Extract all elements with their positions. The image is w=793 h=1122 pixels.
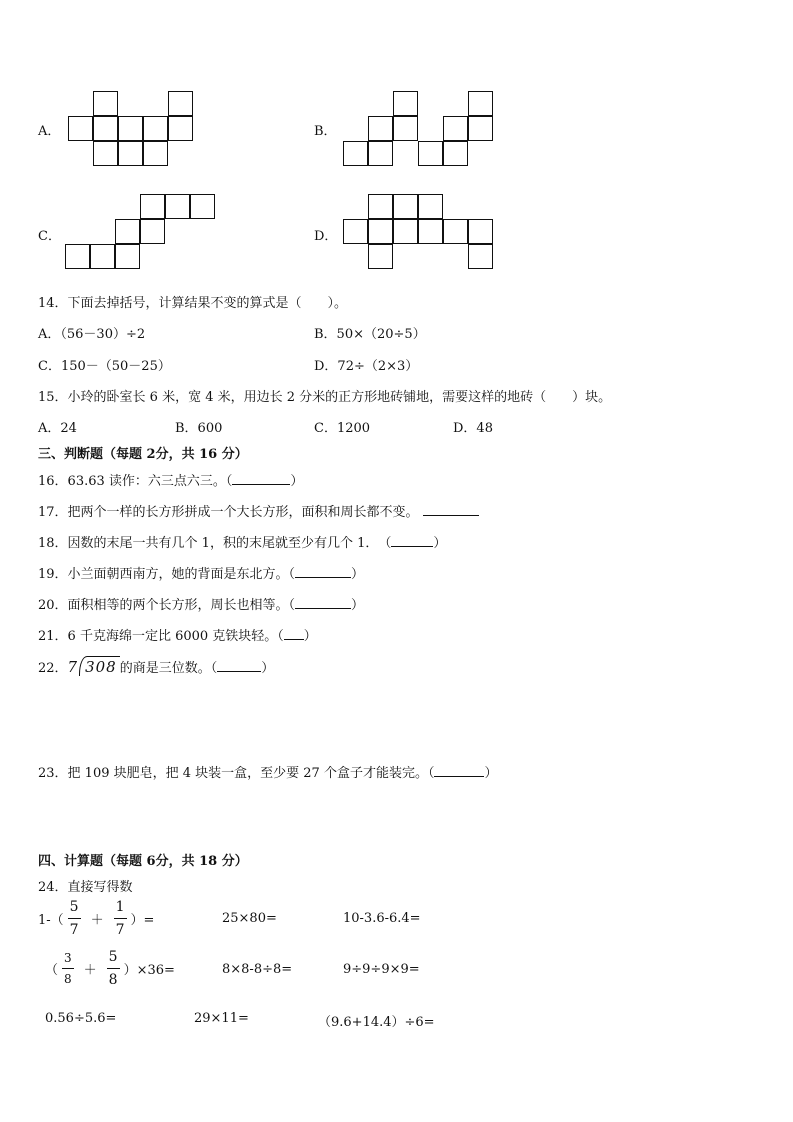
fraction <box>107 950 120 987</box>
long-division-expression <box>68 656 120 676</box>
q15-option-a: A．24 <box>38 421 77 436</box>
denominator: 7 <box>68 918 81 937</box>
calc-row3-expr1: 0.56÷5.6= <box>45 1011 117 1026</box>
net-cell <box>443 219 468 244</box>
q20-answer-blank[interactable] <box>295 596 351 609</box>
q23-end: ） <box>484 766 498 781</box>
net-cell <box>115 244 140 269</box>
calc-row2-expr1 <box>45 950 175 987</box>
q24-title: 24．直接写得数 <box>38 880 133 895</box>
net-cell <box>368 194 393 219</box>
numerator: 5 <box>69 899 79 915</box>
net-cell <box>115 219 140 244</box>
net-cell <box>93 91 118 116</box>
numerator: 3 <box>64 951 72 965</box>
net-cell <box>143 116 168 141</box>
net-cell <box>143 141 168 166</box>
denominator: 8 <box>62 968 74 985</box>
net-cell <box>118 141 143 166</box>
net-cell <box>118 116 143 141</box>
net-cell <box>165 194 190 219</box>
q22-prefix: 22． <box>38 661 68 676</box>
q23 <box>38 762 497 781</box>
q22-end: ） <box>261 661 275 676</box>
net-cell <box>65 244 90 269</box>
fraction <box>68 900 81 937</box>
q15-option-c: C．1200 <box>314 421 371 436</box>
net-cell <box>368 219 393 244</box>
net-cell <box>418 219 443 244</box>
q21 <box>38 625 317 644</box>
q23-answer-blank[interactable] <box>434 764 484 777</box>
q20-text: 20．面积相等的两个长方形，周长也相等。（ <box>38 598 296 613</box>
denominator: 8 <box>107 968 120 987</box>
net-cell <box>343 141 368 166</box>
q16-end: ） <box>290 474 304 489</box>
q21-answer-blank[interactable] <box>284 627 304 640</box>
q20 <box>38 594 364 613</box>
q21-text: 21．6 千克海绵一定比 6000 克铁块轻。（ <box>38 629 284 644</box>
q15-option-d: D．48 <box>453 421 493 436</box>
q15-stem: 15．小玲的卧室长 6 米，宽 4 米，用边长 2 分米的正方形地砖铺地，需要这样的地砖（ ）块。 <box>38 390 612 405</box>
net-cell <box>368 244 393 269</box>
net-cell <box>443 141 468 166</box>
q16 <box>38 470 303 489</box>
calc-row1-expr1 <box>38 900 154 937</box>
q22-answer-blank[interactable] <box>217 659 261 672</box>
expr-open: （ <box>45 963 59 978</box>
net-cell <box>190 194 215 219</box>
fraction <box>62 952 74 985</box>
numerator: 1 <box>115 899 125 915</box>
net-cell <box>90 244 115 269</box>
net-cell <box>93 141 118 166</box>
calc-row1-expr3: 10-3.6-6.4= <box>343 911 421 926</box>
q22-dividend: 308 <box>79 656 120 676</box>
section-3-title: 三、判断题（每题 2分，共 16 分） <box>38 447 248 462</box>
net-cell <box>468 219 493 244</box>
q17-text: 17．把两个一样的长方形拼成一个大长方形，面积和周长都不变。 <box>38 505 419 520</box>
net-cell <box>393 116 418 141</box>
q18 <box>38 532 446 551</box>
q17-answer-blank[interactable] <box>423 503 479 516</box>
net-cell <box>443 116 468 141</box>
net-cell <box>140 194 165 219</box>
expr-close: ）= <box>130 913 155 928</box>
q19-answer-blank[interactable] <box>295 565 351 578</box>
net-cell <box>68 116 93 141</box>
q14-option-d: D．72÷（2×3） <box>314 359 419 374</box>
net-cell <box>418 194 443 219</box>
option-d-label: D． <box>314 229 338 244</box>
q18-text: 18．因数的末尾一共有几个 1，积的末尾就至少有几个 1． （ <box>38 536 392 551</box>
option-a-label: A． <box>38 124 61 139</box>
q14-option-a: A．（56－30）÷2 <box>38 327 146 342</box>
calc-row3-expr2: 29×11= <box>194 1011 249 1026</box>
q16-answer-blank[interactable] <box>232 472 290 485</box>
net-cell <box>468 91 493 116</box>
net-cell <box>368 141 393 166</box>
net-cell <box>368 116 393 141</box>
option-b-label: B． <box>314 124 337 139</box>
calc-row3-expr3: （9.6+14.4）÷6= <box>318 1015 435 1030</box>
calc-row2-expr2: 8×8-8÷8= <box>222 962 293 977</box>
plus-sign: ＋ <box>83 963 97 978</box>
numerator: 5 <box>108 949 118 965</box>
net-cell <box>393 91 418 116</box>
net-cell <box>93 116 118 141</box>
net-cell <box>140 219 165 244</box>
expr-open: 1-（ <box>38 913 64 928</box>
expr-close: ）×36= <box>123 963 175 978</box>
q15-option-b: B．600 <box>175 421 223 436</box>
q14-option-b: B．50×（20÷5） <box>314 327 426 342</box>
net-cell <box>168 91 193 116</box>
q19-text: 19．小兰面朝西南方，她的背面是东北方。（ <box>38 567 296 582</box>
fraction <box>114 900 127 937</box>
q16-text: 16．63.63 读作：六三点六三。（ <box>38 474 233 489</box>
option-c-label: C． <box>38 229 61 244</box>
q22-text: 的商是三位数。（ <box>119 661 218 676</box>
q17 <box>38 501 479 520</box>
calc-row1-expr2: 25×80= <box>222 911 277 926</box>
q19-end: ） <box>351 567 365 582</box>
net-cell <box>393 219 418 244</box>
calc-row2-expr3: 9÷9÷9×9= <box>343 962 420 977</box>
net-cell <box>418 141 443 166</box>
net-cell <box>168 116 193 141</box>
net-cell <box>468 116 493 141</box>
net-cell <box>393 194 418 219</box>
q22-divisor: 7 <box>67 658 78 676</box>
net-cell <box>468 244 493 269</box>
q21-end: ） <box>303 629 317 644</box>
q22 <box>38 656 274 676</box>
section-4-title: 四、计算题（每题 6分，共 18 分） <box>38 854 248 869</box>
q20-end: ） <box>351 598 365 613</box>
q18-answer-blank[interactable] <box>391 534 433 547</box>
q19 <box>38 563 364 582</box>
plus-sign: ＋ <box>90 913 104 928</box>
q14-option-c: C．150－（50－25） <box>38 359 171 374</box>
q18-end: ） <box>433 536 447 551</box>
q14-stem: 14．下面去掉括号，计算结果不变的算式是（ ）。 <box>38 296 348 311</box>
q23-text: 23．把 109 块肥皂，把 4 块装一盒，至少要 27 个盒子才能装完。（ <box>38 766 435 781</box>
denominator: 7 <box>114 918 127 937</box>
net-cell <box>343 219 368 244</box>
